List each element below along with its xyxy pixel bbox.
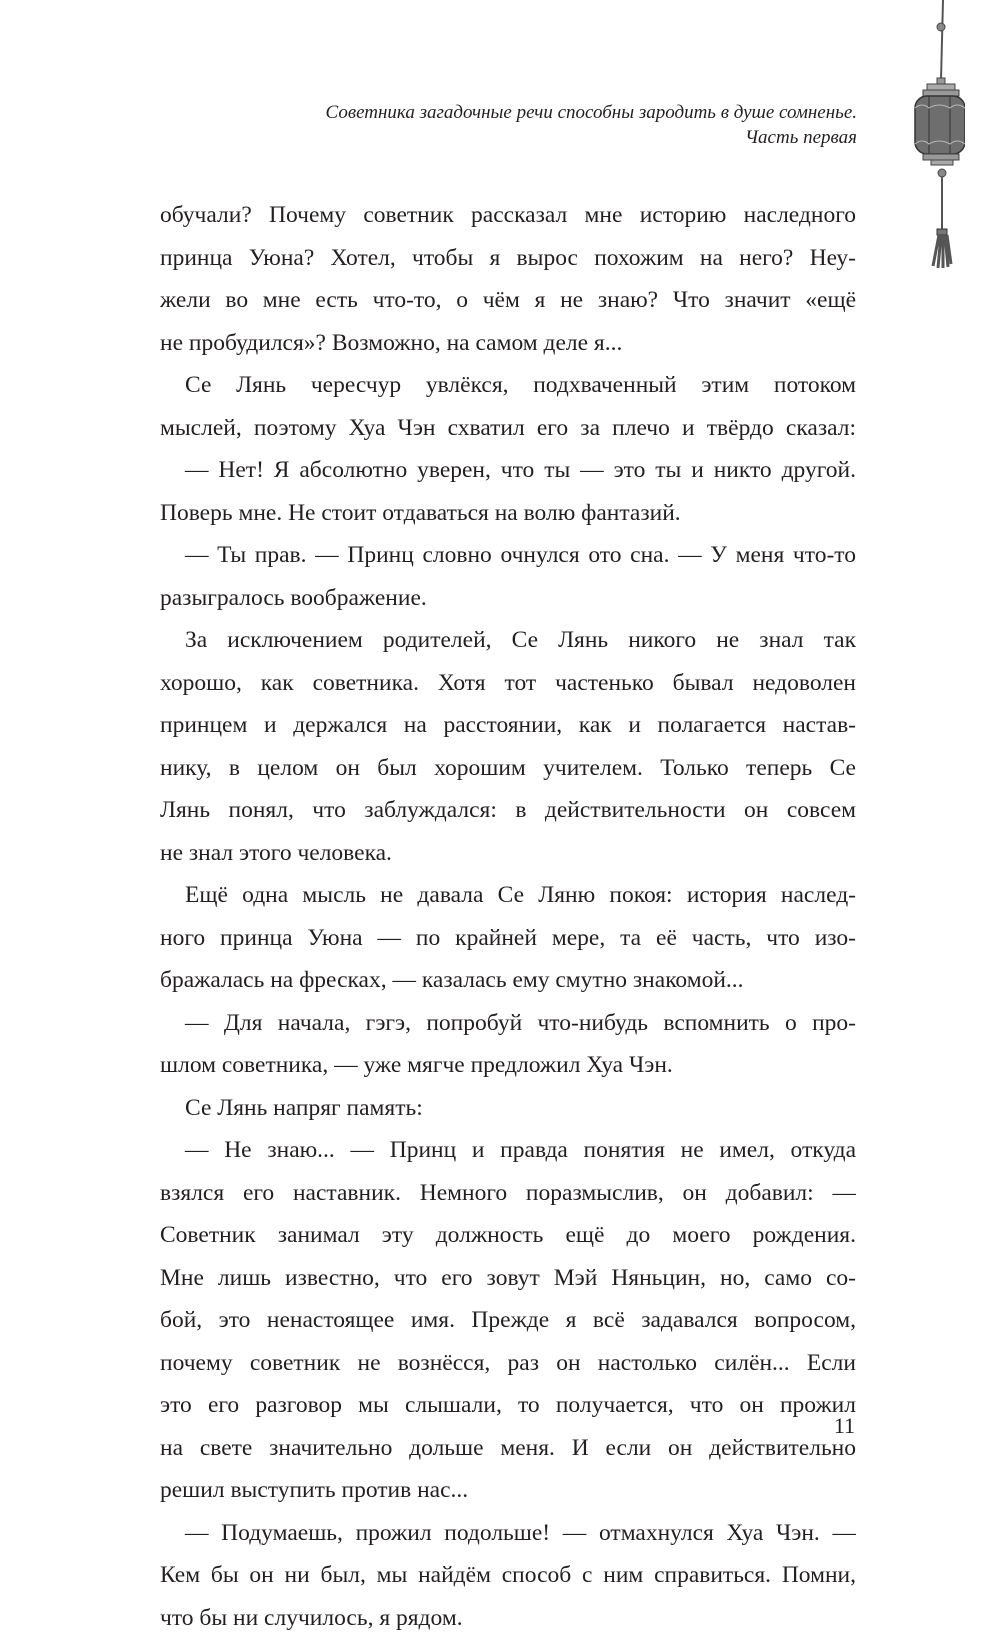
text-line: — Ты прав. — Принц словно очнулся ото сна. — У меня что-то	[160, 534, 856, 577]
text-line: Кем бы он ни был, мы найдём способ с ним справиться. Помни,	[160, 1554, 856, 1597]
text-line: бой, это ненастоящее имя. Прежде я всё задавался вопросом,	[160, 1299, 856, 1342]
text-line: Поверь мне. Не стоит отдаваться на волю фантазий.	[160, 492, 856, 535]
text-line: хорошо, как советника. Хотя тот частенько бывал недоволен	[160, 662, 856, 705]
lantern-icon	[895, 0, 965, 280]
text-line: решил выступить против нас...	[160, 1469, 856, 1512]
text-line: — Не знаю... — Принц и правда понятия не имел, откуда	[160, 1129, 856, 1172]
text-line: жели во мне есть что-то, о чём я не знаю? Что значит «ещё	[160, 279, 856, 322]
text-line: — Для начала, гэгэ, попробуй что-нибудь вспомнить о про-	[160, 1002, 856, 1045]
text-line: ного принца Уюна — по крайней мере, та её часть, что изо-	[160, 917, 856, 960]
text-line: Мне лишь известно, что его зовут Мэй Няньцин, но, само со-	[160, 1257, 856, 1300]
running-head	[326, 100, 857, 150]
text-line: не пробудился»? Возможно, на самом деле я...	[160, 322, 856, 365]
text-line: бражалась на фресках, — казалась ему смутно знакомой...	[160, 959, 856, 1002]
text-line: разыгралось воображение.	[160, 577, 856, 620]
text-line: Ещё одна мысль не давала Се Ляню покоя: история наслед-	[160, 874, 856, 917]
text-line: нику, в целом он был хорошим учителем. Только теперь Се	[160, 747, 856, 790]
text-line: шлом советника, — уже мягче предложил Хуа Чэн.	[160, 1044, 856, 1087]
text-line: — Нет! Я абсолютно уверен, что ты — это ты и никто другой.	[160, 449, 856, 492]
text-line: — Подумаешь, прожил подольше! — отмахнулся Хуа Чэн. —	[160, 1512, 856, 1555]
body-text	[160, 194, 856, 1639]
text-line: что бы ни случилось, я рядом.	[160, 1597, 856, 1639]
text-line: Се Лянь напряг память:	[160, 1087, 856, 1130]
text-line: За исключением родителей, Се Лянь никого не знал так	[160, 619, 856, 662]
text-line: взялся его наставник. Немного поразмыслив, он добавил: —	[160, 1172, 856, 1215]
text-line: Советник занимал эту должность ещё до моего рождения.	[160, 1214, 856, 1257]
text-line: обучали? Почему советник рассказал мне историю наследного	[160, 194, 856, 237]
text-line: мыслей, поэтому Хуа Чэн схватил его за плечо и твёрдо сказал:	[160, 407, 856, 450]
text-line: на свете значительно дольше меня. И если он действительно	[160, 1427, 856, 1470]
running-head-part: Часть первая	[326, 125, 857, 150]
text-line: это его разговор мы слышали, то получается, что он прожил	[160, 1384, 856, 1427]
running-head-title: Советника загадочные речи способны зародить в душе сомненье.	[326, 100, 857, 125]
text-line: Лянь понял, что заблуждался: в действительности он совсем	[160, 789, 856, 832]
text-line: принца Уюна? Хотел, чтобы я вырос похожим на него? Неу-	[160, 237, 856, 280]
text-line: не знал этого человека.	[160, 832, 856, 875]
text-line: почему советник не вознёсся, раз он настолько силён... Если	[160, 1342, 856, 1385]
text-line: Се Лянь чересчур увлёкся, подхваченный этим потоком	[160, 364, 856, 407]
text-line: принцем и держался на расстоянии, как и полагается настав-	[160, 704, 856, 747]
page-number: 11	[834, 1413, 855, 1439]
